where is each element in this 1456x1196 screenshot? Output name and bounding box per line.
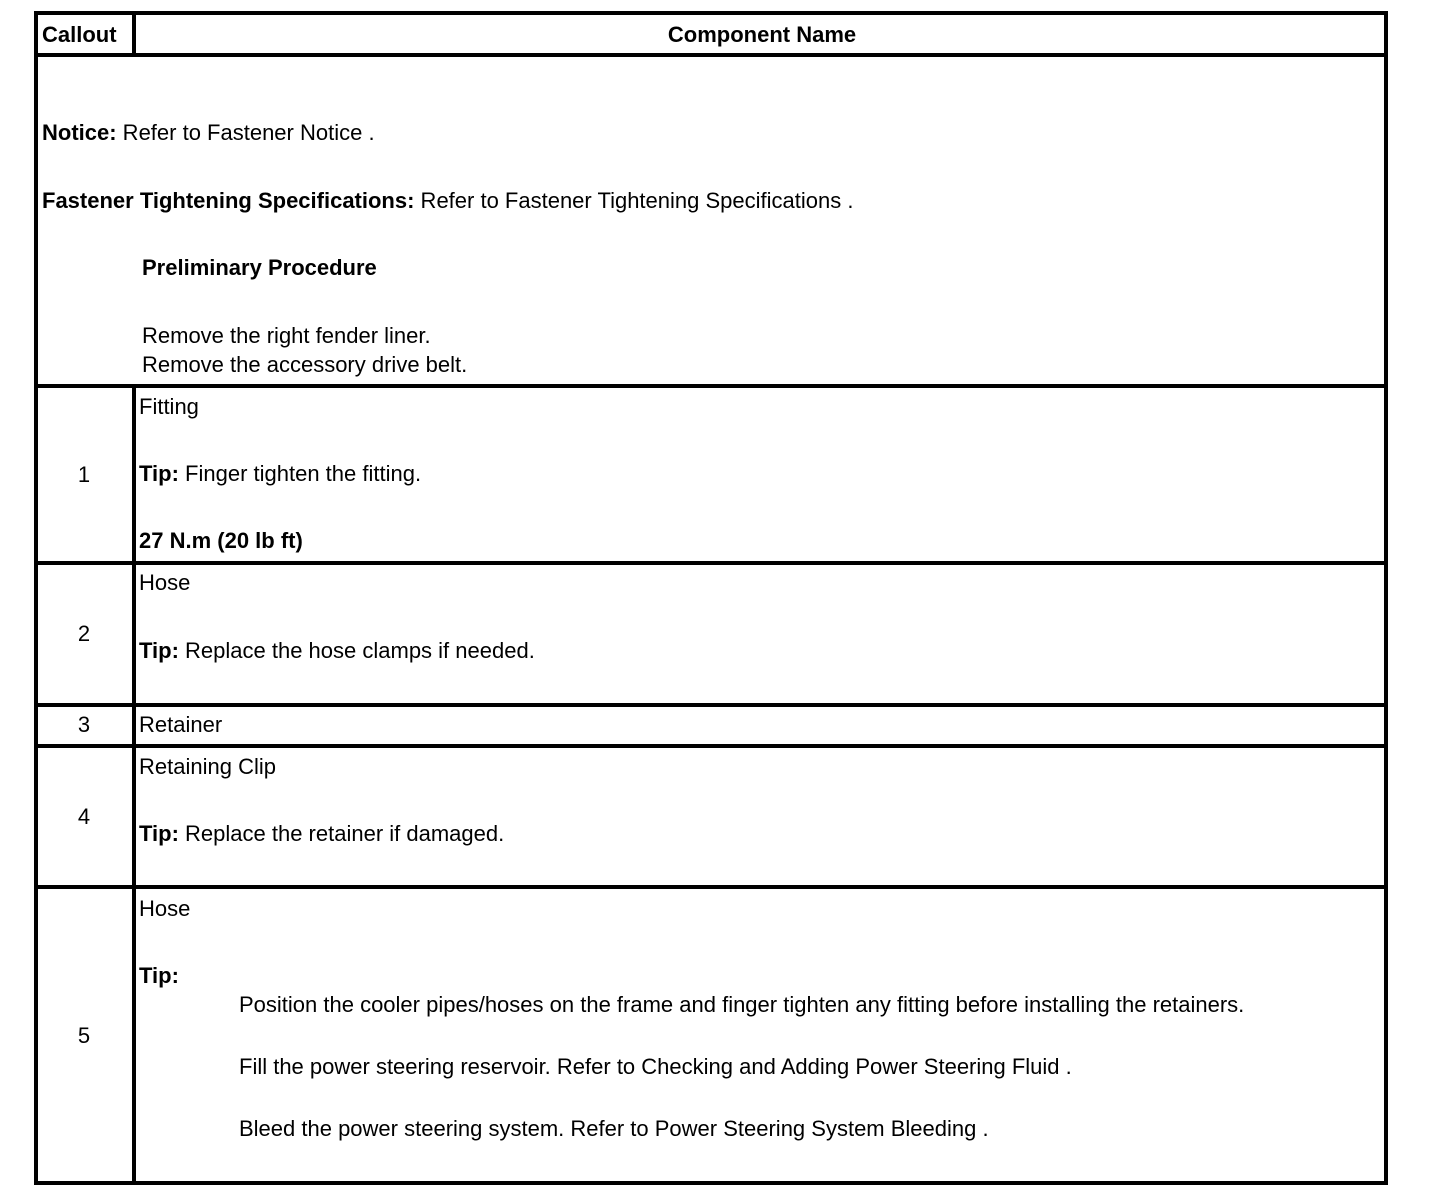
prelim-step-1: Remove the right fender liner. bbox=[142, 323, 431, 348]
row-1-callout: 1 bbox=[77, 462, 91, 487]
row-2-callout: 2 bbox=[77, 621, 91, 646]
header-component-name: Component Name bbox=[667, 22, 857, 47]
prelim-step-2: Remove the accessory drive belt. bbox=[142, 352, 468, 377]
row-5-name: Hose bbox=[139, 896, 191, 921]
row-divider-2 bbox=[38, 561, 1384, 565]
row-4-name: Retaining Clip bbox=[139, 754, 276, 779]
row-divider-3 bbox=[38, 703, 1384, 707]
row-3-callout: 3 bbox=[77, 712, 91, 737]
row-1-name: Fitting bbox=[139, 394, 199, 419]
spec-text: Refer to Fastener Tightening Specifications . bbox=[414, 188, 854, 213]
row-3-name: Retainer bbox=[139, 712, 223, 737]
spec-label: Fastener Tightening Specifications: bbox=[42, 188, 415, 213]
row-1-tip-text: Finger tighten the fitting. bbox=[178, 461, 422, 486]
prelim-title: Preliminary Procedure bbox=[142, 255, 377, 280]
notice-label: Notice: bbox=[42, 120, 117, 145]
row-1-tip-label: Tip: bbox=[139, 461, 179, 486]
column-divider-rows bbox=[132, 386, 136, 1181]
row-2-name: Hose bbox=[139, 570, 191, 595]
row-4-tip bbox=[139, 821, 504, 847]
row-4-tip-text: Replace the retainer if damaged. bbox=[178, 821, 505, 846]
row-divider-1 bbox=[38, 384, 1384, 388]
row-2-tip bbox=[139, 638, 535, 664]
row-5-tip-1: Position the cooler pipes/hoses on the frame and finger tighten any fitting before installing the retainers. bbox=[239, 992, 1245, 1017]
row-2-tip-label: Tip: bbox=[139, 638, 179, 663]
row-4-callout: 4 bbox=[77, 804, 91, 829]
notice-text: Refer to Fastener Notice . bbox=[116, 120, 375, 145]
component-table bbox=[34, 11, 1388, 1185]
row-5-tip-3: Bleed the power steering system. Refer to Power Steering System Bleeding . bbox=[239, 1116, 989, 1141]
row-5-callout: 5 bbox=[77, 1023, 91, 1048]
header-callout: Callout bbox=[42, 22, 117, 47]
row-4-tip-label: Tip: bbox=[139, 821, 179, 846]
row-1-tip bbox=[139, 461, 421, 487]
row-2-tip-text: Replace the hose clamps if needed. bbox=[178, 638, 535, 663]
row-1-torque: 27 N.m (20 lb ft) bbox=[139, 528, 303, 553]
row-divider-5 bbox=[38, 885, 1384, 889]
row-5-tip-2: Fill the power steering reservoir. Refer to Checking and Adding Power Steering Fluid . bbox=[239, 1054, 1072, 1079]
notice-line bbox=[42, 120, 375, 146]
spec-line bbox=[42, 188, 853, 214]
header-divider bbox=[38, 53, 1384, 57]
row-5-tip-label: Tip: bbox=[139, 963, 179, 988]
row-divider-4 bbox=[38, 744, 1384, 748]
